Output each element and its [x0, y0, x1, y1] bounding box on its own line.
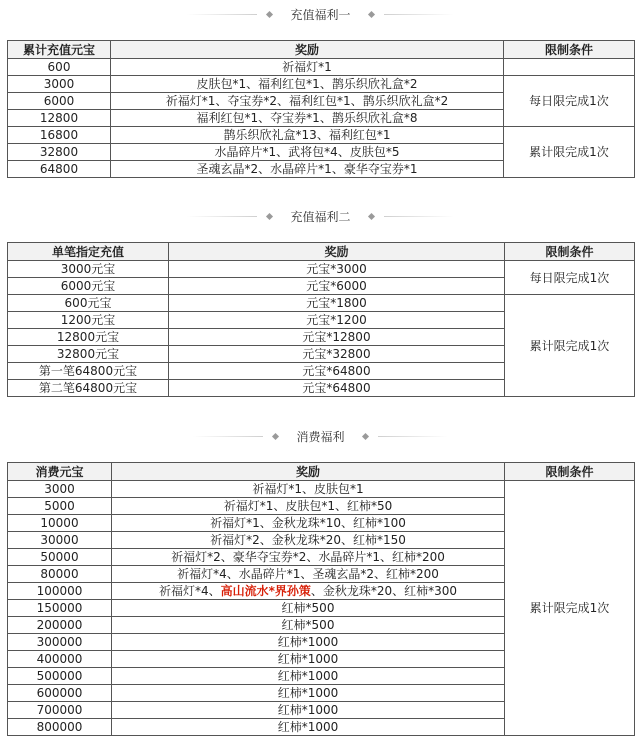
divider	[378, 436, 448, 437]
recharge-benefit-table-2	[7, 242, 635, 397]
amount-cell: 12800元宝	[8, 329, 169, 346]
reward-cell: 红柿*1000	[112, 668, 505, 685]
diamond-icon	[361, 432, 368, 439]
divider	[187, 216, 257, 217]
reward-cell: 元宝*1800	[169, 295, 505, 312]
section-title-3	[0, 426, 641, 446]
highlight-reward: 高山流水*界孙策	[220, 584, 311, 598]
section-title-2	[0, 206, 641, 226]
table-row	[8, 59, 635, 76]
reward-text: 祈福灯*4、	[158, 584, 221, 598]
reward-cell: 元宝*6000	[169, 278, 505, 295]
reward-cell: 元宝*32800	[169, 346, 505, 363]
reward-cell: 祈福灯*1	[111, 59, 504, 76]
divider	[187, 14, 257, 15]
reward-cell: 元宝*64800	[169, 363, 505, 380]
amount-cell: 600	[8, 59, 111, 76]
column-header: 奖励	[112, 463, 505, 481]
diamond-icon	[367, 212, 374, 219]
amount-cell: 32800	[8, 144, 111, 161]
column-header: 限制条件	[504, 41, 635, 59]
table-header-row	[8, 41, 635, 59]
reward-cell: 祈福灯*1、皮肤包*1、红柿*50	[112, 498, 505, 515]
reward-cell: 元宝*1200	[169, 312, 505, 329]
amount-cell: 150000	[8, 600, 112, 617]
consumption-benefit-table	[7, 462, 635, 736]
amount-cell: 600000	[8, 685, 112, 702]
reward-cell: 元宝*3000	[169, 261, 505, 278]
column-header: 奖励	[169, 243, 505, 261]
limit-cell: 累计限完成1次	[505, 295, 635, 397]
reward-cell: 鹊乐织欣礼盒*13、福利红包*1	[111, 127, 504, 144]
amount-cell: 500000	[8, 668, 112, 685]
amount-cell: 3000	[8, 481, 112, 498]
amount-cell: 700000	[8, 702, 112, 719]
reward-cell: 红柿*1000	[112, 719, 505, 736]
reward-cell: 圣魂玄晶*2、水晶碎片*1、豪华夺宝券*1	[111, 161, 504, 178]
amount-cell: 50000	[8, 549, 112, 566]
amount-cell: 30000	[8, 532, 112, 549]
amount-cell: 200000	[8, 617, 112, 634]
column-header: 消费元宝	[8, 463, 112, 481]
reward-cell: 皮肤包*1、福利红包*1、鹊乐织欣礼盒*2	[111, 76, 504, 93]
table-row	[8, 127, 635, 144]
amount-cell: 10000	[8, 515, 112, 532]
amount-cell: 400000	[8, 651, 112, 668]
section-title-text: 消费福利	[296, 429, 345, 444]
limit-cell: 每日限完成1次	[504, 76, 635, 127]
amount-cell: 6000	[8, 93, 111, 110]
recharge-benefit-table-1	[7, 40, 635, 178]
reward-cell: 红柿*500	[112, 617, 505, 634]
amount-cell: 64800	[8, 161, 111, 178]
amount-cell: 32800元宝	[8, 346, 169, 363]
amount-cell: 1200元宝	[8, 312, 169, 329]
amount-cell: 第二笔64800元宝	[8, 380, 169, 397]
diamond-icon	[367, 10, 374, 17]
amount-cell: 3000元宝	[8, 261, 169, 278]
limit-cell	[504, 59, 635, 76]
amount-cell: 16800	[8, 127, 111, 144]
reward-cell: 祈福灯*4、水晶碎片*1、圣魂玄晶*2、红柿*200	[112, 566, 505, 583]
reward-cell: 红柿*1000	[112, 651, 505, 668]
amount-cell: 800000	[8, 719, 112, 736]
divider	[384, 216, 454, 217]
amount-cell: 300000	[8, 634, 112, 651]
section-title-text: 充值福利一	[290, 7, 351, 22]
table-header-row	[8, 463, 635, 481]
amount-cell: 第一笔64800元宝	[8, 363, 169, 380]
reward-cell: 福利红包*1、夺宝券*1、鹊乐织欣礼盒*8	[111, 110, 504, 127]
reward-cell: 祈福灯*2、豪华夺宝券*2、水晶碎片*1、红柿*200	[112, 549, 505, 566]
limit-cell: 累计限完成1次	[504, 127, 635, 178]
column-header: 限制条件	[505, 243, 635, 261]
column-header: 累计充值元宝	[8, 41, 111, 59]
reward-cell: 祈福灯*2、金秋龙珠*20、红柿*150	[112, 532, 505, 549]
diamond-icon	[272, 432, 279, 439]
diamond-icon	[266, 10, 273, 17]
amount-cell: 12800	[8, 110, 111, 127]
table-row	[8, 295, 635, 312]
table-row	[8, 76, 635, 93]
table-row	[8, 261, 635, 278]
reward-cell: 元宝*12800	[169, 329, 505, 346]
section-title-text: 充值福利二	[290, 209, 351, 224]
table-row	[8, 481, 635, 498]
reward-cell: 祈福灯*1、夺宝券*2、福利红包*1、鹊乐织欣礼盒*2	[111, 93, 504, 110]
column-header: 单笔指定充值	[8, 243, 169, 261]
limit-cell: 每日限完成1次	[505, 261, 635, 295]
reward-cell: 元宝*64800	[169, 380, 505, 397]
limit-cell: 累计限完成1次	[505, 481, 635, 736]
reward-cell: 红柿*1000	[112, 685, 505, 702]
reward-text: 、金秋龙珠*20、红柿*300	[310, 584, 458, 598]
diamond-icon	[266, 212, 273, 219]
amount-cell: 80000	[8, 566, 112, 583]
column-header: 限制条件	[505, 463, 635, 481]
reward-cell	[112, 583, 505, 600]
reward-cell: 红柿*1000	[112, 702, 505, 719]
amount-cell: 100000	[8, 583, 112, 600]
column-header: 奖励	[111, 41, 504, 59]
amount-cell: 600元宝	[8, 295, 169, 312]
reward-cell: 红柿*500	[112, 600, 505, 617]
divider	[384, 14, 454, 15]
divider	[193, 436, 263, 437]
amount-cell: 5000	[8, 498, 112, 515]
reward-cell: 祈福灯*1、皮肤包*1	[112, 481, 505, 498]
section-title-1	[0, 4, 641, 24]
amount-cell: 3000	[8, 76, 111, 93]
reward-cell: 红柿*1000	[112, 634, 505, 651]
table-header-row	[8, 243, 635, 261]
amount-cell: 6000元宝	[8, 278, 169, 295]
reward-cell: 祈福灯*1、金秋龙珠*10、红柿*100	[112, 515, 505, 532]
reward-cell: 水晶碎片*1、武将包*4、皮肤包*5	[111, 144, 504, 161]
